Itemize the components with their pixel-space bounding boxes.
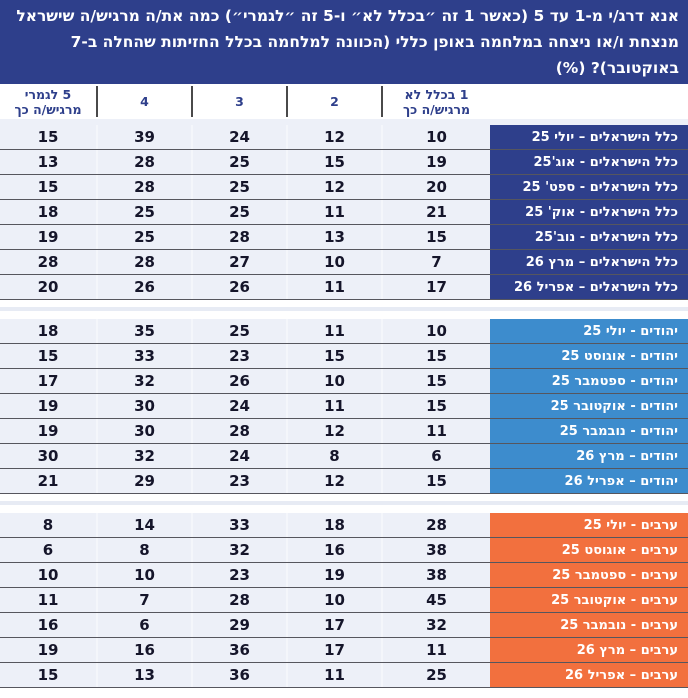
value-scale-4: 30 [96, 394, 191, 418]
value-scale-5: 16 [0, 613, 96, 637]
table-row [0, 394, 688, 419]
value-scale-3: 28 [191, 588, 286, 612]
value-scale-1: 25 [381, 663, 490, 687]
table-row [0, 638, 688, 663]
row-label: ערבים – אפריל 26 [490, 663, 688, 687]
header-scale-1-line1: 1 בכלל לא [404, 86, 469, 102]
header-scale-5 [0, 86, 96, 117]
value-scale-2: 13 [286, 225, 381, 249]
value-scale-3: 24 [191, 394, 286, 418]
table-row [0, 419, 688, 444]
group-gap [0, 300, 688, 319]
group-3 [0, 513, 688, 688]
value-scale-2: 11 [286, 319, 381, 343]
value-scale-3: 25 [191, 175, 286, 199]
table-row [0, 513, 688, 538]
value-scale-2: 12 [286, 469, 381, 493]
table-body [0, 125, 688, 688]
value-scale-2: 16 [286, 538, 381, 562]
value-scale-5: 20 [0, 275, 96, 299]
value-scale-4: 28 [96, 175, 191, 199]
header-scale-3 [191, 86, 286, 117]
scale-header-row [0, 84, 688, 119]
value-scale-4: 29 [96, 469, 191, 493]
table-row [0, 613, 688, 638]
value-scale-1: 38 [381, 538, 490, 562]
value-scale-5: 15 [0, 125, 96, 149]
row-label: יהודים - יולי 25 [490, 319, 688, 343]
table-row [0, 538, 688, 563]
value-scale-1: 11 [381, 638, 490, 662]
value-scale-3: 32 [191, 538, 286, 562]
value-scale-4: 13 [96, 663, 191, 687]
value-scale-3: 26 [191, 275, 286, 299]
value-scale-3: 24 [191, 444, 286, 468]
value-scale-1: 15 [381, 369, 490, 393]
value-scale-5: 19 [0, 225, 96, 249]
header-label-spacer [490, 86, 688, 117]
header-scale-2 [286, 86, 381, 117]
title-line-1: אנא דרג/י מ-1 עד 5 (כאשר 1 זה ״בכלל לא״ ו-5 זה ״לגמרי״) כמה את/ה מרגיש/ה שישראל [16, 7, 679, 25]
value-scale-1: 10 [381, 319, 490, 343]
value-scale-2: 12 [286, 125, 381, 149]
row-label: יהודים - אוגוסט 25 [490, 344, 688, 368]
value-scale-5: 18 [0, 200, 96, 224]
value-scale-3: 25 [191, 319, 286, 343]
value-scale-3: 23 [191, 563, 286, 587]
value-scale-5: 19 [0, 419, 96, 443]
value-scale-1: 7 [381, 250, 490, 274]
value-scale-1: 6 [381, 444, 490, 468]
value-scale-5: 15 [0, 344, 96, 368]
row-label: יהודים - ספטמבר 25 [490, 369, 688, 393]
value-scale-4: 25 [96, 200, 191, 224]
value-scale-5: 17 [0, 369, 96, 393]
value-scale-3: 25 [191, 200, 286, 224]
row-label: כלל הישראלים - אוג'25 [490, 150, 688, 174]
row-label: כלל הישראלים – יולי 25 [490, 125, 688, 149]
value-scale-5: 21 [0, 469, 96, 493]
value-scale-1: 11 [381, 419, 490, 443]
row-label: כלל הישראלים – אפריל 26 [490, 275, 688, 299]
value-scale-4: 39 [96, 125, 191, 149]
table-row [0, 250, 688, 275]
group-gap [0, 494, 688, 513]
value-scale-5: 19 [0, 638, 96, 662]
value-scale-3: 27 [191, 250, 286, 274]
value-scale-5: 19 [0, 394, 96, 418]
value-scale-4: 16 [96, 638, 191, 662]
value-scale-3: 36 [191, 663, 286, 687]
value-scale-2: 19 [286, 563, 381, 587]
header-scale-5-line1: 5 לגמרי [24, 86, 72, 102]
value-scale-3: 33 [191, 513, 286, 537]
row-label: ערבים – מרץ 26 [490, 638, 688, 662]
table-row [0, 125, 688, 150]
value-scale-1: 15 [381, 225, 490, 249]
value-scale-2: 11 [286, 200, 381, 224]
value-scale-1: 15 [381, 344, 490, 368]
header-scale-1 [381, 86, 490, 117]
value-scale-1: 20 [381, 175, 490, 199]
value-scale-4: 32 [96, 444, 191, 468]
row-label: יהודים – מרץ 26 [490, 444, 688, 468]
value-scale-2: 12 [286, 419, 381, 443]
value-scale-1: 45 [381, 588, 490, 612]
value-scale-1: 19 [381, 150, 490, 174]
value-scale-4: 26 [96, 275, 191, 299]
table-row [0, 200, 688, 225]
value-scale-1: 21 [381, 200, 490, 224]
row-label: ערבים - אוקטובר 25 [490, 588, 688, 612]
value-scale-1: 10 [381, 125, 490, 149]
title-line-2: מנצחת ו/או ניצחה במלחמה באופן כללי (הכוונה למלחמה בכלל החזיתות שהחלה ב-7 [70, 33, 679, 51]
row-label: יהודים - נובמבר 25 [490, 419, 688, 443]
table-row [0, 469, 688, 494]
value-scale-5: 30 [0, 444, 96, 468]
value-scale-5: 15 [0, 175, 96, 199]
value-scale-4: 30 [96, 419, 191, 443]
value-scale-5: 8 [0, 513, 96, 537]
table-row [0, 444, 688, 469]
value-scale-2: 17 [286, 638, 381, 662]
table-row [0, 175, 688, 200]
header-scale-3-line1: 3 [235, 94, 244, 109]
header-scale-1-line2: מרגיש/ה כך [402, 101, 471, 117]
value-scale-2: 18 [286, 513, 381, 537]
value-scale-5: 15 [0, 663, 96, 687]
value-scale-4: 28 [96, 250, 191, 274]
row-label: כלל הישראלים - אוק' 25 [490, 200, 688, 224]
value-scale-2: 8 [286, 444, 381, 468]
value-scale-2: 11 [286, 663, 381, 687]
value-scale-4: 6 [96, 613, 191, 637]
header-scale-2-line1: 2 [330, 94, 339, 109]
value-scale-3: 25 [191, 150, 286, 174]
row-label: ערבים - יולי 25 [490, 513, 688, 537]
table-title [0, 0, 688, 84]
value-scale-2: 10 [286, 588, 381, 612]
value-scale-5: 6 [0, 538, 96, 562]
row-label: ערבים - ספטמבר 25 [490, 563, 688, 587]
value-scale-5: 13 [0, 150, 96, 174]
table-row [0, 150, 688, 175]
value-scale-2: 11 [286, 394, 381, 418]
value-scale-3: 23 [191, 469, 286, 493]
title-line-3: באוקטובר)? (%) [555, 59, 679, 77]
value-scale-2: 10 [286, 369, 381, 393]
group-1 [0, 125, 688, 300]
value-scale-3: 26 [191, 369, 286, 393]
value-scale-2: 15 [286, 150, 381, 174]
value-scale-1: 17 [381, 275, 490, 299]
header-scale-4 [96, 86, 191, 117]
row-label: יהודים - אוקטובר 25 [490, 394, 688, 418]
value-scale-1: 38 [381, 563, 490, 587]
value-scale-5: 10 [0, 563, 96, 587]
value-scale-2: 12 [286, 175, 381, 199]
value-scale-4: 10 [96, 563, 191, 587]
table-row [0, 588, 688, 613]
value-scale-4: 28 [96, 150, 191, 174]
row-label: כלל הישראלים – מרץ 26 [490, 250, 688, 274]
value-scale-1: 15 [381, 469, 490, 493]
value-scale-2: 17 [286, 613, 381, 637]
group-2 [0, 319, 688, 494]
value-scale-4: 35 [96, 319, 191, 343]
table-row [0, 563, 688, 588]
value-scale-5: 28 [0, 250, 96, 274]
value-scale-2: 10 [286, 250, 381, 274]
header-scale-5-line2: מרגיש/ה כך [14, 101, 82, 117]
value-scale-5: 11 [0, 588, 96, 612]
value-scale-4: 7 [96, 588, 191, 612]
value-scale-3: 28 [191, 419, 286, 443]
header-scale-4-line1: 4 [140, 94, 149, 109]
table-row [0, 225, 688, 250]
value-scale-1: 15 [381, 394, 490, 418]
value-scale-2: 15 [286, 344, 381, 368]
table-row [0, 369, 688, 394]
row-label: ערבים - נובמבר 25 [490, 613, 688, 637]
value-scale-3: 24 [191, 125, 286, 149]
value-scale-1: 32 [381, 613, 490, 637]
table-row [0, 344, 688, 369]
row-label: ערבים - אוגוסט 25 [490, 538, 688, 562]
value-scale-3: 29 [191, 613, 286, 637]
table-row [0, 275, 688, 300]
table-row [0, 319, 688, 344]
value-scale-2: 11 [286, 275, 381, 299]
value-scale-4: 33 [96, 344, 191, 368]
table-row [0, 663, 688, 688]
value-scale-4: 8 [96, 538, 191, 562]
value-scale-4: 25 [96, 225, 191, 249]
value-scale-3: 28 [191, 225, 286, 249]
value-scale-3: 36 [191, 638, 286, 662]
row-label: כלל הישראלים - ספט' 25 [490, 175, 688, 199]
row-label: כלל הישראלים - נוב'25 [490, 225, 688, 249]
value-scale-4: 14 [96, 513, 191, 537]
value-scale-1: 28 [381, 513, 490, 537]
value-scale-4: 32 [96, 369, 191, 393]
value-scale-5: 18 [0, 319, 96, 343]
value-scale-3: 23 [191, 344, 286, 368]
row-label: יהודים – אפריל 26 [490, 469, 688, 493]
